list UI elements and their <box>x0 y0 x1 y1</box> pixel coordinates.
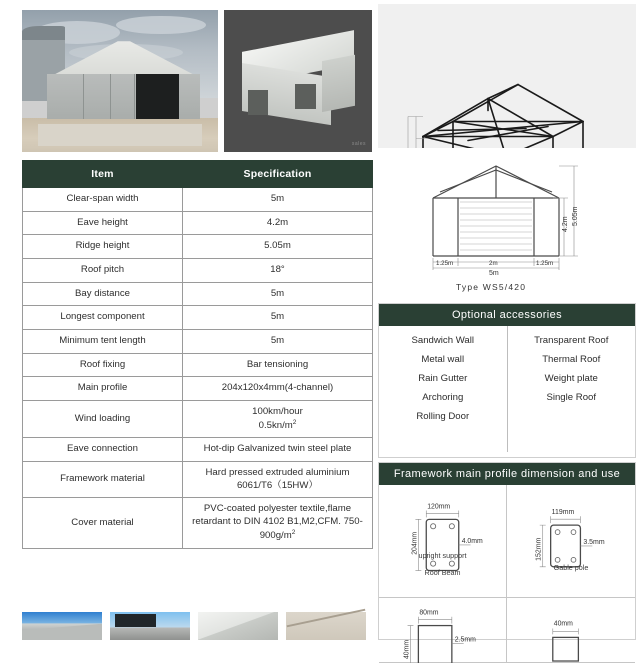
spec-value-cell: Hard pressed extruded aluminium 6061/T6（15HW） <box>183 462 373 498</box>
profile-4-width-label: 40mm <box>553 620 573 628</box>
spec-value-cell: 5m <box>183 188 373 212</box>
profile-1-caption-2: Roof Beam <box>424 568 461 577</box>
profile-3-height-label: 40mm <box>403 639 411 660</box>
spec-value-cell: PVC-coated polyester textile,flame retardant to DIN 4102 B1,M2,CFM. $750-900g/m^2$ <box>183 498 373 548</box>
table-row <box>23 353 373 377</box>
purlin-profile-svg <box>379 598 506 662</box>
tent-open-door <box>136 74 179 119</box>
table-row <box>23 377 373 401</box>
table-row <box>23 282 373 306</box>
spec-value-cell: 4.2m <box>183 211 373 235</box>
spec-value-cell: 5m <box>183 306 373 330</box>
thumbnail-photo[interactable] <box>22 612 102 640</box>
photo-row <box>22 10 372 152</box>
table-row <box>23 438 373 462</box>
accessory-item[interactable]: Thermal Roof <box>542 354 601 365</box>
spec-item-cell: Cover material <box>23 498 183 548</box>
thumbnail-photo[interactable] <box>286 612 366 640</box>
cloud-shape <box>116 16 206 34</box>
framework-profile-card <box>378 462 636 660</box>
elevation-type-label: Type WS5/420 <box>456 282 527 292</box>
thumbnail-photo[interactable] <box>110 612 190 640</box>
profile-cell-gable-pole <box>507 485 635 598</box>
wall-seam <box>110 74 111 119</box>
spec-item-cell: Bay distance <box>23 282 183 306</box>
profile-3-thickness-label: 2.5mm <box>454 636 476 644</box>
table-row <box>23 329 373 353</box>
elevation-ridge-height-label: 5.05m <box>572 206 579 226</box>
profile-2-height-label: 152mm <box>535 537 543 561</box>
render-endwall <box>322 55 355 112</box>
elevation-eave-height-label: 4.2m <box>562 216 569 232</box>
profile-cell-upright-support <box>379 485 507 598</box>
accessories-title: Optional accessories <box>379 304 635 326</box>
spec-value-cell: 5.05m <box>183 235 373 259</box>
tent-3d-render <box>224 10 372 152</box>
elevation-total-width-label: 5m <box>489 270 499 277</box>
profile-1-width-label: 120mm <box>427 503 451 511</box>
profile-1-caption-1: upright support <box>418 551 467 560</box>
wall-seam <box>83 74 84 119</box>
table-body <box>23 188 373 549</box>
accessories-column-left <box>379 326 508 452</box>
accessory-item[interactable]: Single Roof <box>546 392 597 403</box>
spec-item-cell: Longest component <box>23 306 183 330</box>
profile-2-thickness-label: 3.5mm <box>583 538 605 546</box>
spec-value-cell: 5m <box>183 282 373 306</box>
accessory-item[interactable]: Archoring <box>422 392 464 403</box>
table-row <box>23 400 373 438</box>
spec-item-cell: Framework material <box>23 462 183 498</box>
framework-grid <box>379 485 635 660</box>
elevation-svg <box>378 148 636 294</box>
table-row <box>23 258 373 282</box>
render-opening <box>248 90 269 116</box>
elevation-width-1-label: 1.25m <box>436 260 454 267</box>
accessories-columns <box>379 326 635 452</box>
column-header-item: Item <box>23 161 183 188</box>
table-row <box>23 462 373 498</box>
profile-2-width-label: 119mm <box>551 509 575 517</box>
spec-value-cell: 100km/hour $0.5kn/m^2$ <box>183 400 373 438</box>
spec-value-cell: Bar tensioning <box>183 353 373 377</box>
table-row <box>23 211 373 235</box>
gable-pole-profile-svg <box>507 485 635 597</box>
profile-2-caption-1: Gable pole <box>553 563 589 572</box>
table-row <box>23 306 373 330</box>
elevation-drawing-panel <box>378 148 636 294</box>
table-header-row <box>23 161 373 188</box>
spec-item-cell: Eave connection <box>23 438 183 462</box>
small-section-profile-svg <box>507 598 635 662</box>
accessory-item[interactable]: Weight plate <box>544 373 598 384</box>
column-header-specification: Specification <box>183 161 373 188</box>
profile-1-thickness-label: 4.0mm <box>461 537 483 545</box>
spec-value-cell: 5m <box>183 329 373 353</box>
profile-cell-purlin <box>379 598 507 663</box>
profile-cell-small-section <box>507 598 635 663</box>
concrete-apron <box>38 124 203 147</box>
spec-item-cell: Eave height <box>23 211 183 235</box>
spec-item-cell: Wind loading <box>23 400 183 438</box>
table-row <box>23 188 373 212</box>
accessory-item[interactable]: Rain Gutter <box>418 373 468 384</box>
thumbnail-photo[interactable] <box>198 612 278 640</box>
accessory-item[interactable]: Metal wall <box>421 354 465 365</box>
spec-value-cell: 18° <box>183 258 373 282</box>
table-row <box>23 498 373 548</box>
accessory-item[interactable]: Transparent Roof <box>534 335 609 346</box>
spec-item-cell: Ridge height <box>23 235 183 259</box>
wall-seam <box>134 74 135 119</box>
profile-3-width-label: 80mm <box>419 609 439 617</box>
accessory-item[interactable]: Sandwich Wall <box>411 335 475 346</box>
render-opening <box>295 84 316 110</box>
spec-item-cell: Minimum tent length <box>23 329 183 353</box>
profile-1-height-label: 204mm <box>411 531 419 555</box>
table-row <box>23 235 373 259</box>
specification-table <box>22 160 373 549</box>
spec-item-cell: Clear-span width <box>23 188 183 212</box>
upright-support-profile-svg <box>379 485 506 597</box>
accessories-column-right <box>508 326 636 452</box>
spec-value-cell: 204x120x4mm(4-channel) <box>183 377 373 401</box>
accessory-item[interactable]: Rolling Door <box>416 411 470 422</box>
tent-exterior-photo <box>22 10 218 152</box>
right-column <box>374 0 640 660</box>
optional-accessories-card <box>378 303 636 458</box>
elevation-width-3-label: 1.25m <box>536 260 554 267</box>
spec-item-cell: Roof fixing <box>23 353 183 377</box>
spec-value-cell: Hot-dip Galvanized twin steel plate <box>183 438 373 462</box>
spec-item-cell: Roof pitch <box>23 258 183 282</box>
spec-item-cell: Main profile <box>23 377 183 401</box>
thumbnail-strip <box>22 612 372 640</box>
framework-title: Framework main profile dimension and use <box>379 463 635 485</box>
elevation-width-2-label: 2m <box>489 260 498 267</box>
render-watermark: sales <box>351 141 366 147</box>
